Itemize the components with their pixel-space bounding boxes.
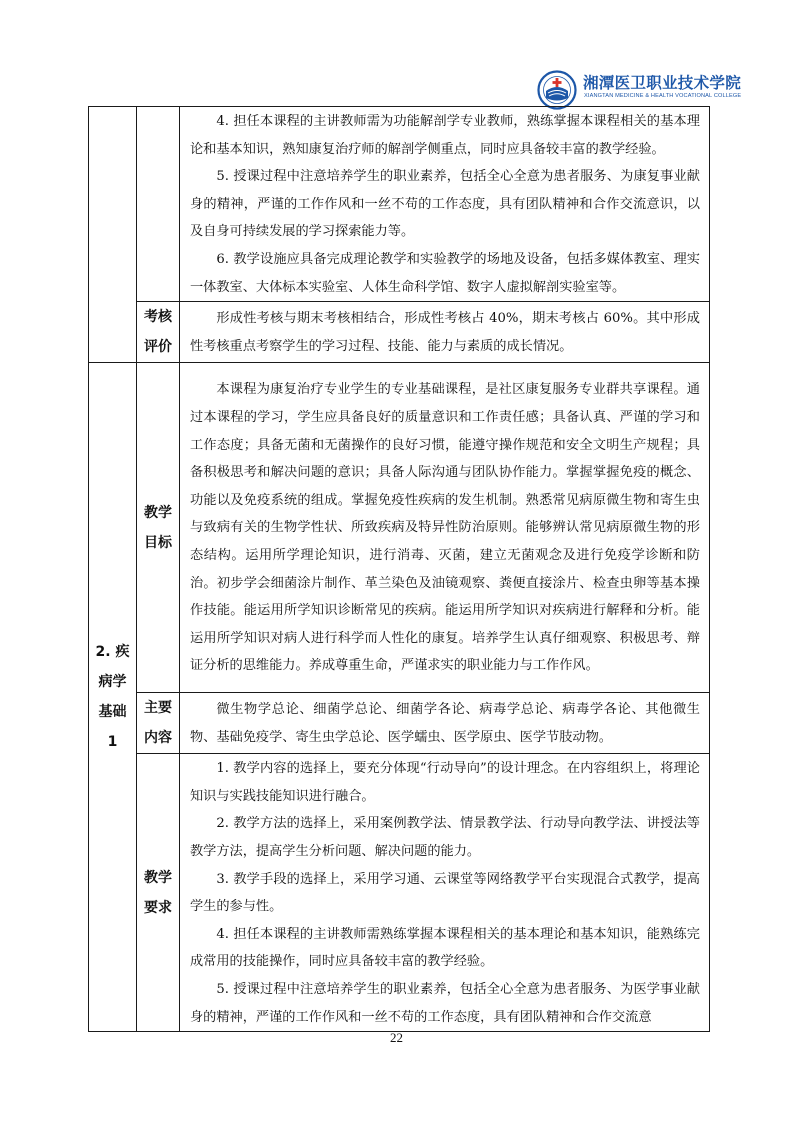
requirements-continued-cell bbox=[180, 107, 710, 302]
content-label: 主要 内容 bbox=[137, 693, 180, 754]
objectives-text: 本课程为康复治疗专业学生的专业基础课程，是社区康复服务专业群共享课程。通过本课程的学习，学生应具备良好的质量意识和工作责任感；具备认真、严谨的学习和工作态度；具备无菌和无菌操作的良好习惯，能遵守操作规范和安全文明生产规程；具备积极思考和解决问题的意识；具备人际沟通与团队协作能力。掌握掌握免疫的概念、功能以及免疫系统的组成。掌握免疫性疾病的发生机制。熟悉常见病原微生物和寄生虫与致病有关的生物学性状、所致疾病及特异性防治原则。能够辨认常见病原微生物的形态结构。运用所学理论知识，进行消毒、灭菌，建立无菌观念及进行免疫学诊断和防治。初步学会细菌涂片制作、革兰染色及油镜观察、粪便直接涂片、检查虫卵等基本操作技能。能运用所学知识诊断常见的疾病。能运用所学知识对疾病进行解释和分析。能运用所学知识对病人进行科学而人性化的康复。培养学生认真仔细观察、积极思考、辩证分析的思维能力。养成尊重生命，严谨求实的职业能力与工作作风。 bbox=[190, 382, 700, 674]
category-cell-empty bbox=[137, 107, 180, 302]
table-row bbox=[89, 754, 710, 1032]
requirement-paragraph: 1. 教学内容的选择上，要充分体现“行动导向”的设计理念。在内容组织上，将理论知识与实践技能知识进行融合。 bbox=[190, 761, 700, 804]
requirement-paragraph: 4. 担任本课程的主讲教师需为功能解剖学专业教师，熟练掌握本课程相关的基本理论和基本知识，熟知康复治疗师的解剖学侧重点，同时应具备较丰富的教学经验。 bbox=[190, 114, 700, 157]
page-number: 22 bbox=[390, 1030, 403, 1045]
objectives-label: 教学 目标 bbox=[137, 363, 180, 693]
requirement-paragraph: 4. 担任本课程的主讲教师需熟练掌握本课程相关的基本理论和基本知识，能熟练完成常用的技能操作，同时应具备较丰富的教学经验。 bbox=[190, 926, 700, 970]
content-cell bbox=[180, 693, 710, 754]
requirements-label: 教学 要求 bbox=[137, 754, 180, 1032]
content-text: 微生物学总论、细菌学总论、细菌学各论、病毒学总论、病毒学各论、其他微生物、基础免疫学、寄生虫学总论、医学蠕虫、医学原虫、医学节肢动物。 bbox=[190, 702, 700, 745]
course-name-label: 2. 疾 病学 基础 1 bbox=[89, 363, 137, 1032]
requirements-cell bbox=[180, 754, 710, 1032]
requirement-paragraph: 5. 授课过程中注意培养学生的职业素养，包括全心全意为患者服务、为康复事业献身的精神，严谨的工作作风和一丝不苟的工作态度，具有团队精神和合作交流意识，以及自身可持续发展的学习探索能力等。 bbox=[190, 169, 700, 240]
college-emblem-icon bbox=[537, 70, 577, 110]
objectives-cell bbox=[180, 363, 710, 693]
requirement-paragraph: 3. 教学手段的选择上，采用学习通、云课堂等网络教学平台实现混合式教学，提高学生的参与性。 bbox=[190, 871, 700, 915]
college-logo bbox=[537, 70, 747, 110]
assessment-cell bbox=[180, 302, 710, 363]
requirement-paragraph: 6. 教学设施应具备完成理论教学和实验教学的场地及设备，包括多媒体教室、理实一体教室、大体标本实验室、人体生命科学馆、数字人虚拟解剖实验室等。 bbox=[190, 251, 700, 295]
course-cell-empty bbox=[89, 107, 137, 363]
assessment-label: 考核 评价 bbox=[137, 302, 180, 363]
course-table bbox=[88, 106, 710, 1032]
table-row bbox=[89, 693, 710, 754]
requirement-paragraph: 2. 教学方法的选择上，采用案例教学法、情景教学法、行动导向教学法、讲授法等教学方法，提高学生分析问题、解决问题的能力。 bbox=[190, 816, 700, 859]
assessment-text: 形成性考核与期末考核相结合，形成性考核占 40%，期末考核占 60%。其中形成性考核重点考察学生的学习过程、技能、能力与素质的成长情况。 bbox=[190, 311, 700, 354]
logo-chinese-name: 湘潭医卫职业技术学院 bbox=[583, 73, 742, 92]
table-row bbox=[89, 107, 710, 302]
logo-english-name: XIANGTAN MEDICINE & HEALTH VOCATIONAL COLLEGE bbox=[584, 93, 742, 99]
table-row bbox=[89, 302, 710, 363]
requirement-paragraph: 5. 授课过程中注意培养学生的职业素养，包括全心全意为患者服务、为医学事业献身的精神，严谨的工作作风和一丝不苟的工作态度，具有团队精神和合作交流意 bbox=[190, 981, 700, 1025]
table-row bbox=[89, 363, 710, 693]
